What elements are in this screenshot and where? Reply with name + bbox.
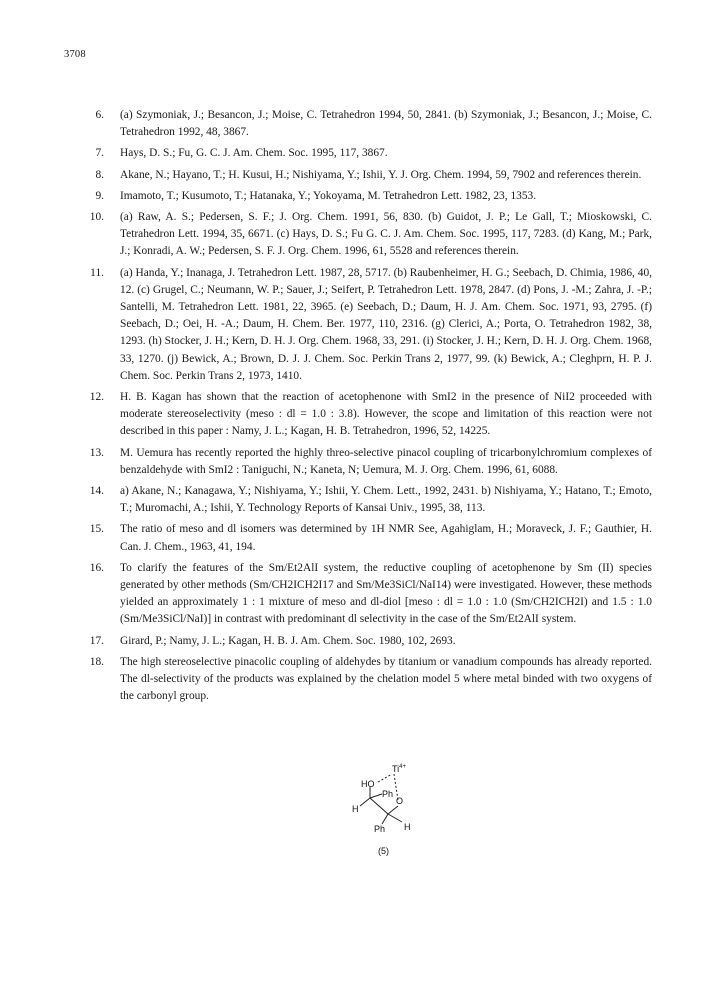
- structure-drawing: [348, 762, 458, 866]
- reference-text: Imamoto, T.; Kusumoto, T.; Hatanaka, Y.; Yokoyama, M. Tetrahedron Lett. 1982, 23, 1353.: [120, 189, 537, 202]
- phenyl-label-bottom: Ph: [374, 824, 386, 834]
- reference-13: [80, 445, 652, 479]
- c-h-bond-right: [388, 814, 402, 822]
- ho-ti-dashed-bond: [378, 774, 392, 782]
- reference-number: 17.: [89, 634, 104, 647]
- references-list: [80, 107, 652, 710]
- reference-text: (a) Szymoniak, J.; Besancon, J.; Moise, C. Tetrahedron 1994, 50, 2841. (b) Szymoniak, J.; Besancon, J.; Moise, C. Tetrahedron 1992, 48, 3867.: [120, 109, 652, 139]
- reference-number: 11.: [90, 266, 104, 279]
- oxygen-label: O: [396, 796, 404, 806]
- reference-text: Akane, N.; Hayano, T.; H. Kusui, H.; Nishiyama, Y.; Ishii, Y. J. Org. Chem. 1994, 59, 7902 and references therein.: [120, 168, 642, 181]
- reference-text: a) Akane, N.; Kanagawa, Y.; Nishiyama, Y.; Ishii, Y. Chem. Lett., 1992, 2431. b) Nishiyama, Y.; Hatano, T.; Emoto, T.; Muromachi, A.; Ishii, Y. Technology Reports of Kansai Univ., 1995, 38, 113.: [120, 485, 652, 515]
- reference-8: [80, 167, 652, 184]
- hydroxyl-label: HO: [361, 779, 375, 789]
- reference-number: 12.: [89, 391, 104, 404]
- c-ph-bond-bottom: [382, 814, 388, 824]
- reference-15: [80, 521, 652, 555]
- reference-16: [80, 560, 652, 629]
- reference-10: [80, 209, 652, 261]
- reference-number: 13.: [89, 446, 104, 459]
- hydrogen-label-left: H: [352, 804, 359, 814]
- c-o-bond-right: [388, 806, 398, 814]
- chelation-model-structure: [348, 762, 458, 866]
- page-number: 3708: [64, 49, 86, 60]
- reference-14: [80, 483, 652, 517]
- reference-text: M. Uemura has recently reported the highly threo-selective pinacol coupling of tricarbonylchromium complexes of benzaldehyde with SmI2 : Taniguchi, N.; Kaneta, N; Uemura, M. J. Org. Chem. 1996, 61, 6088.: [120, 446, 652, 476]
- reference-7: [80, 145, 652, 162]
- c-h-bond-left: [360, 798, 370, 806]
- c-c-bond: [370, 798, 388, 814]
- reference-11: [80, 265, 652, 385]
- hydrogen-label-right: H: [404, 822, 411, 832]
- reference-number: 16.: [89, 561, 104, 574]
- reference-text: The high stereoselective pinacolic coupling of aldehydes by titanium or vanadium compounds has already reported. The dl-selectivity of the products was explained by the chelation model 5 where metal binded with two oxygens of the carbonyl group.: [120, 655, 652, 703]
- reference-number: 15.: [89, 523, 104, 536]
- reference-number: 18.: [89, 655, 104, 668]
- reference-text: To clarify the features of the Sm/Et2AlI system, the reductive coupling of acetophenone by Sm (II) species generated by other methods (Sm/CH2ICH2I17 and Sm/Me3SiCl/NaI14) were investigated. However, these methods yielded an approximately 1 : 1 mixture of meso and dl-diol [meso : dl = 1.0 : 1.0 (Sm/CH2ICH2I) and 1.5 : 1.0 (Sm/Me3SiCl/NaI)] in contrast with predominant dl selectivity in the case of the Sm/Et2AlI system.: [120, 561, 652, 626]
- reference-6: [80, 107, 652, 141]
- reference-number: 6.: [95, 109, 104, 121]
- compound-number-label: (5): [378, 846, 389, 856]
- reference-text: (a) Handa, Y.; Inanaga, J. Tetrahedron Lett. 1987, 28, 5717. (b) Raubenheimer, H. G.; Seebach, D. Chimia, 1986, 40, 12. (c) Grugel, C.; Neumann, W. P.; Sauer, J.; Seifert, P. Tetrahedron Lett. 1978, 2847. (d) Pons, J. -M.; Zahra, J. -P.; Santelli, M. Tetrahedron Lett. 1981, 22, 3965. (e) Seebach, D.; Daum, H. J. Am. Chem. Soc. 1971, 93, 2795. (f) Seebach, D.; Oei, H. -A.; Daum, H. Chem. Ber. 1977, 110, 2316. (g) Clerici, A.; Porta, O. Tetrahedron 1982, 38, 1293. (h) Stocker, J. H.; Kern, D. H. J. Org. Chem. 1968, 33, 291. (i) Stocker, J. H.; Kern, D. H. J. Org. Chem. 1968, 33, 1270. (j) Bewick, A.; Brown, D. J. J. Chem. Soc. Perkin Trans 2, 1977, 99. (k) Bewick, A.; Cleghprn, H. P. J. Chem. Soc. Perkin Trans 2, 1973, 1410.: [120, 266, 652, 382]
- reference-9: [80, 188, 652, 205]
- reference-number: 14.: [89, 485, 104, 498]
- reference-number: 8.: [95, 168, 104, 181]
- c-ph-bond-top: [370, 794, 382, 798]
- reference-text: The ratio of meso and dl isomers was determined by 1H NMR See, Agahiglam, H.; Moraveck, J. F.; Gauthier, H. Can. J. Chem., 1963, 41, 194.: [120, 523, 652, 553]
- titanium-label: $Ti^{4+}$: [392, 764, 407, 774]
- reference-text: Girard, P.; Namy, J. L.; Kagan, H. B. J. Am. Chem. Soc. 1980, 102, 2693.: [120, 634, 456, 647]
- reference-text: H. B. Kagan has shown that the reaction of acetophenone with SmI2 in the presence of NiI2 proceeded with moderate stereoselectivity (meso : dl = 1.0 : 3.8). However, the scope and limitation of this reaction were not described in this paper : Namy, J. L.; Kagan, H. B. Tetrahedron, 1996, 52, 14225.: [120, 391, 652, 438]
- reference-text: Hays, D. S.; Fu, G. C. J. Am. Chem. Soc. 1995, 117, 3867.: [120, 147, 388, 160]
- reference-number: 9.: [95, 189, 104, 202]
- phenyl-label-top: Ph: [382, 789, 394, 799]
- reference-number: 7.: [95, 147, 104, 160]
- reference-number: 10.: [89, 211, 104, 224]
- reference-17: [80, 633, 652, 650]
- reference-12: [80, 389, 652, 441]
- reference-text: (a) Raw, A. S.; Pedersen, S. F.; J. Org. Chem. 1991, 56, 830. (b) Guidot, J. P.; Le Gall, T.; Mioskowski, C. Tetrahedron Lett. 1994, 35, 6671. (c) Hays, D. S.; Fu G. C. J. Am. Chem. Soc. 1995, 117, 7283. (d) Kang, M.; Park, J.; Konradi, A. W.; Pedersen, S. F. J. Org. Chem. 1996, 61, 5528 and references therein.: [120, 211, 652, 258]
- reference-18: [80, 654, 652, 706]
